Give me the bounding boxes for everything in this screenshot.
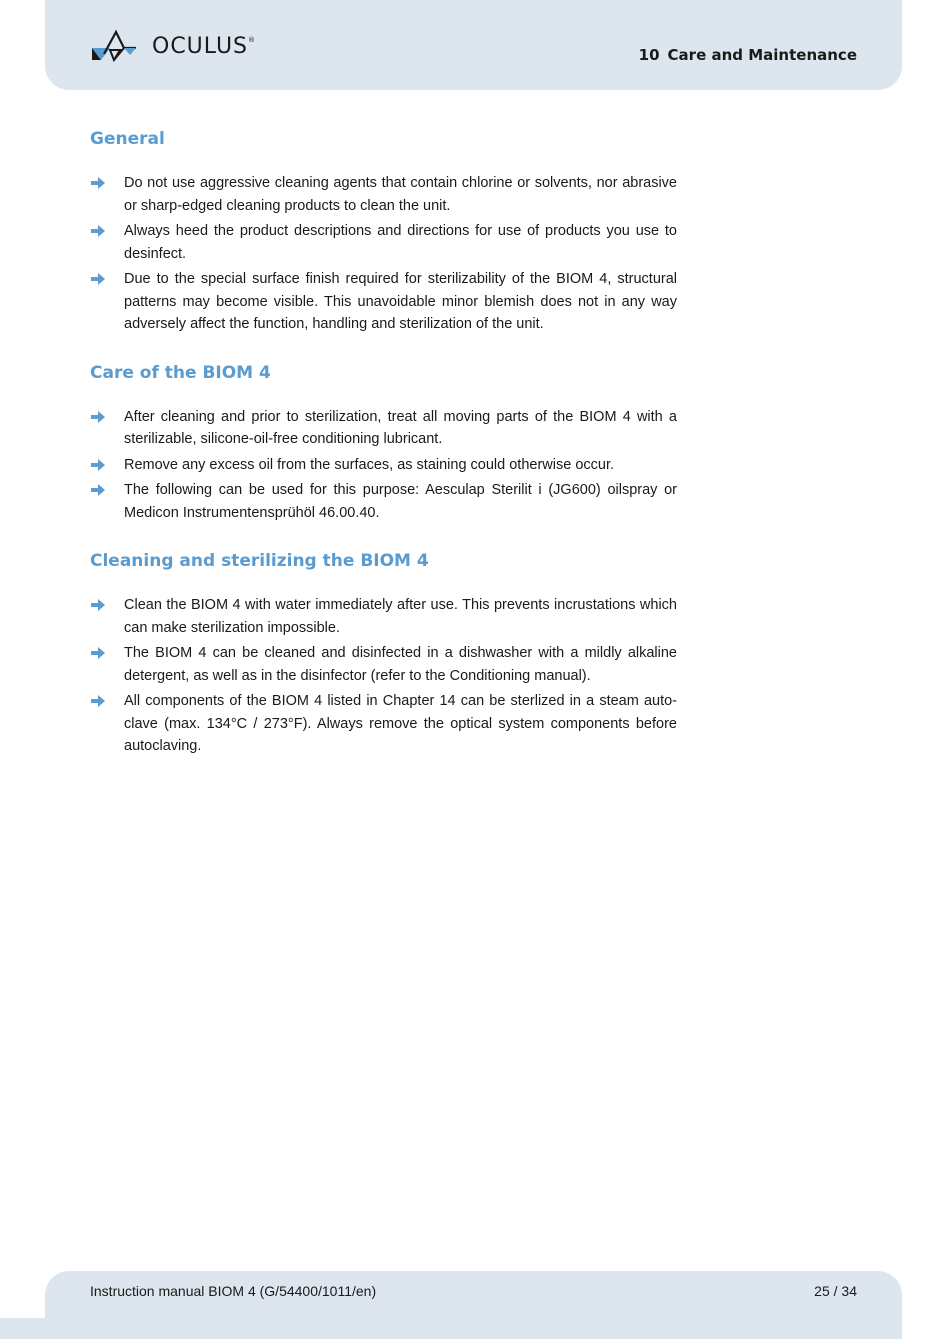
- arrow-right-icon: [90, 224, 106, 238]
- section-cleaning: [90, 548, 677, 758]
- list-item: Remove any excess oil from the surfaces, as staining could otherwise occur.: [90, 454, 677, 477]
- section-heading: Cleaning and sterilizing the BIOM 4: [90, 551, 429, 571]
- list-item: The BIOM 4 can be cleaned and disinfected in a dishwasher with a mildly alkaline detergent, as well as in the disinfector (refer to the Conditioning manual).: [90, 642, 677, 687]
- oculus-logo: [90, 28, 256, 64]
- page-footer: [45, 1271, 902, 1339]
- list-item: Do not use aggressive cleaning agents that contain chlorine or solvents, nor abrasive or sharp-edged cleaning products to clean the unit.: [90, 172, 677, 217]
- document-reference: Instruction manual BIOM 4 (G/54400/1011/en): [90, 1283, 377, 1299]
- bullet-list: [90, 172, 677, 336]
- arrow-right-icon: [90, 272, 106, 286]
- page-number: 25 / 34: [814, 1283, 857, 1299]
- list-item: Always heed the product descriptions and directions for use of products you use to desinfect.: [90, 220, 677, 265]
- arrow-right-icon: [90, 598, 106, 612]
- list-item: All components of the BIOM 4 listed in Chapter 14 can be sterlized in a steam auto-clave (max. 134°C / 273°F). Always remove the optical system components before autoclaving.: [90, 690, 677, 758]
- arrow-right-icon: [90, 694, 106, 708]
- chapter-heading: [639, 46, 857, 64]
- list-item: The following can be used for this purpose: Aesculap Sterilit i (JG600) oilspray or Medicon Instrumentensprühöl 46.00.40.: [90, 479, 677, 524]
- bullet-list: [90, 594, 677, 758]
- list-item: Due to the special surface finish required for sterilizability of the BIOM 4, structural patterns may become visible. This unavoidable minor blemish does not in any way adversely affect the function, handling and sterilization of the unit.: [90, 268, 677, 336]
- logo-wordmark: OCULUS®: [152, 33, 257, 59]
- arrow-right-icon: [90, 646, 106, 660]
- main-content: [90, 126, 677, 782]
- section-heading: General: [90, 129, 165, 149]
- page-header: [45, 0, 902, 90]
- bullet-list: [90, 406, 677, 525]
- arrow-right-icon: [90, 458, 106, 472]
- arrow-right-icon: [90, 410, 106, 424]
- chapter-number: 10: [638, 46, 660, 64]
- arrow-right-icon: [90, 483, 106, 497]
- section-care: [90, 360, 677, 525]
- section-general: [90, 126, 677, 336]
- list-item: After cleaning and prior to sterilization, treat all moving parts of the BIOM 4 with a sterilizable, silicone-oil-free conditioning lubricant.: [90, 406, 677, 451]
- arrow-right-icon: [90, 176, 106, 190]
- chapter-title: Care and Maintenance: [667, 46, 857, 64]
- oculus-logo-icon: [90, 28, 148, 64]
- section-heading: Care of the BIOM 4: [90, 362, 271, 383]
- corner-tab: [0, 1318, 45, 1339]
- list-item: Clean the BIOM 4 with water immediately after use. This prevents incrustations which can make sterilization impossible.: [90, 594, 677, 639]
